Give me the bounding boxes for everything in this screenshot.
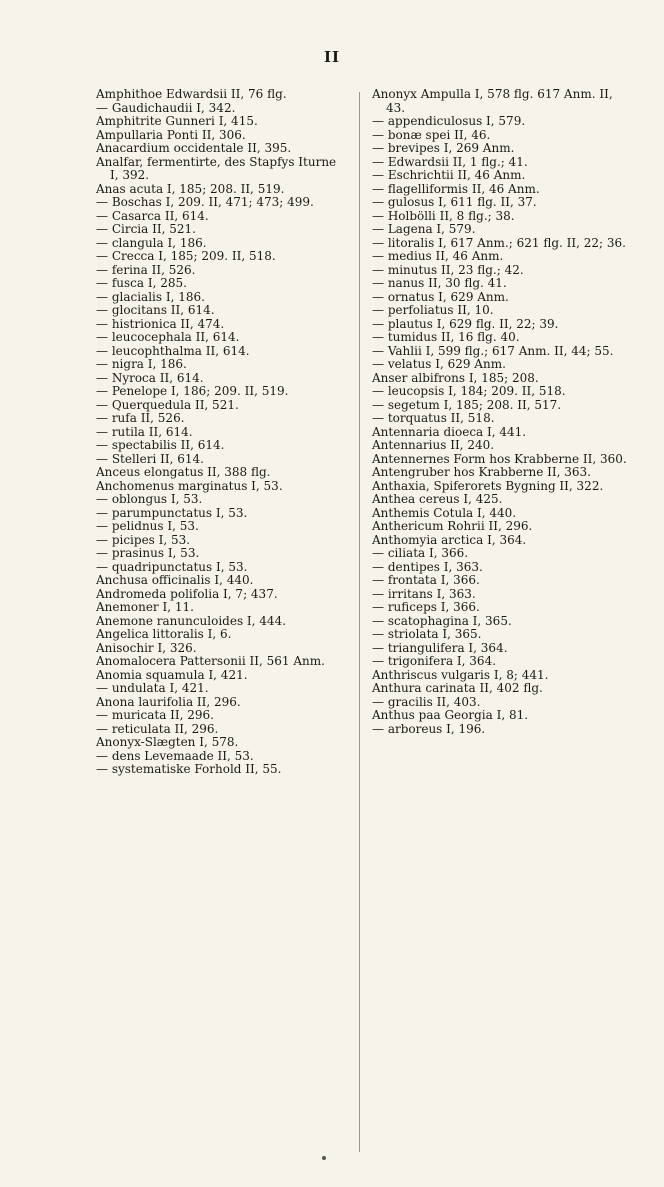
index-entry: — gracilis II, 403. [372, 694, 481, 709]
index-entry: — Penelope I, 186; 209. II, 519. [96, 384, 289, 398]
index-entry: Anthomyia arctica I, 364. [372, 532, 527, 547]
index-entry: Anas acuta I, 185; 208. II, 519. [96, 181, 285, 196]
index-entry: — Boschas I, 209. II, 471; 473; 499. [96, 195, 314, 209]
index-entry: — dens Levemaade II, 53. [96, 748, 254, 763]
index-entry: — fusca I, 285. [96, 276, 187, 290]
index-entry: Antennernes Form hos Krabberne II, 360. [372, 451, 627, 466]
index-entry: Anchusa officinalis I, 440. [96, 573, 254, 587]
index-entry: — ruficeps I, 366. [372, 600, 480, 614]
index-entry: — scatophagina I, 365. [372, 613, 512, 628]
index-entry: — Vahlii I, 599 flg.; 617 Anm. II, 44; 55. [372, 343, 614, 358]
index-entry: Anthemis Cotula I, 440. [372, 505, 517, 520]
column-divider [359, 92, 360, 1152]
index-entry: — Querquedula II, 521. [96, 397, 239, 412]
index-entry: — irritans I, 363. [372, 586, 476, 601]
index-entry: — Stelleri II, 614. [96, 451, 204, 466]
index-entry: Anthriscus vulgaris I, 8; 441. [372, 667, 549, 682]
index-entry: — muricata II, 296. [96, 708, 214, 722]
index-entry: — leucophthalma II, 614. [96, 343, 250, 358]
index-entry: — appendiculosus I, 579. [372, 114, 526, 128]
index-entry: — Eschrichtii II, 46 Anm. [372, 168, 526, 182]
index-entry: — ciliata I, 366. [372, 546, 469, 560]
index-entry: — segetum I, 185; 208. II, 517. [372, 397, 562, 412]
index-entry: Anthea cereus I, 425. [372, 492, 503, 506]
index-entry: — quadripunctatus I, 53. [96, 559, 248, 574]
index-entry: Antengruber hos Krabberne II, 363. [372, 465, 591, 479]
index-entry: Anthura carinata II, 402 flg. [372, 681, 543, 695]
index-entry: — reticulata II, 296. [96, 721, 219, 736]
index-entry: — litoralis I, 617 Anm.; 621 flg. II, 22; 36. [372, 235, 626, 250]
right-index-column [372, 88, 634, 736]
index-entry: Analfar, fermentirte, des Stapfys Iturne I, 392. [96, 154, 337, 182]
index-entry: — undulata I, 421. [96, 681, 209, 695]
index-entry: — ornatus I, 629 Anm. [372, 289, 509, 304]
index-entry: Amphitrite Gunneri I, 415. [96, 114, 258, 128]
index-entry: Anemoner I, 11. [96, 600, 194, 614]
index-entry: — nigra I, 186. [96, 357, 187, 371]
index-entry: — dentipes I, 363. [372, 559, 483, 574]
index-entry: — torquatus II, 518. [372, 411, 495, 425]
index-entry: Anonyx-Slægten I, 578. [96, 735, 239, 749]
left-index-column [96, 88, 348, 777]
index-entry: — Nyroca II, 614. [96, 370, 204, 385]
index-entry: — rutila II, 614. [96, 424, 193, 439]
index-entry: — Casarca II, 614. [96, 208, 209, 223]
index-entry: — leucocephala II, 614. [96, 330, 240, 344]
index-entry: — plautus I, 629 flg. II, 22; 39. [372, 316, 559, 331]
bottom-mark [322, 1156, 326, 1160]
index-entry: Anemone ranunculoides I, 444. [96, 613, 287, 628]
index-entry: Anceus elongatus II, 388 flg. [96, 465, 271, 479]
index-entry: — clangula I, 186. [96, 235, 207, 250]
index-entry: — systematiske Forhold II, 55. [96, 762, 282, 776]
index-entry: — minutus II, 23 flg.; 42. [372, 262, 524, 277]
index-entry: — histrionica II, 474. [96, 316, 225, 331]
index-entry: — Gaudichaudii I, 342. [96, 100, 236, 115]
index-entry: — striolata I, 365. [372, 627, 482, 641]
index-entry: — ferina II, 526. [96, 262, 196, 277]
index-entry: — tumidus II, 16 flg. 40. [372, 330, 520, 344]
index-entry: — Circia II, 521. [96, 222, 196, 236]
index-entry: Anthus paa Georgia I, 81. [372, 708, 529, 722]
index-entry: — frontata I, 366. [372, 573, 480, 587]
index-entry: — brevipes I, 269 Anm. [372, 141, 515, 155]
index-entry: Antennaria dioeca I, 441. [372, 424, 527, 439]
index-entry: Andromeda polifolia I, 7; 437. [96, 586, 278, 601]
index-entry: — oblongus I, 53. [96, 492, 203, 506]
index-entry: — rufa II, 526. [96, 411, 185, 425]
index-entry: Anonyx Ampulla I, 578 flg. 617 Anm. II, 43. [372, 87, 613, 115]
index-entry: Amphithoe Edwardsii II, 76 flg. [96, 87, 287, 101]
index-entry: — trigonifera I, 364. [372, 654, 497, 668]
index-entry: — glocitans II, 614. [96, 303, 215, 317]
index-entry: — arboreus I, 196. [372, 721, 486, 736]
index-entry: Anomia squamula I, 421. [96, 667, 248, 682]
index-entry: — bonæ spei II, 46. [372, 127, 491, 142]
index-entry: — velatus I, 629 Anm. [372, 357, 506, 371]
index-entry: Anisochir I, 326. [96, 640, 197, 655]
index-entry: Anomalocera Pattersonii II, 561 Anm. [96, 654, 325, 668]
index-entry: Anona laurifolia II, 296. [96, 694, 241, 709]
index-entry: — picipes I, 53. [96, 532, 191, 547]
index-entry: — prasinus I, 53. [96, 546, 200, 560]
index-entry: Antennarius II, 240. [372, 438, 495, 452]
index-entry: Anthaxia, Spiferorets Bygning II, 322. [372, 478, 604, 493]
index-entry: — spectabilis II, 614. [96, 438, 225, 452]
index-entry: — parumpunctatus I, 53. [96, 505, 248, 520]
index-entry: Anthericum Rohrii II, 296. [372, 519, 533, 533]
index-entry: — gulosus I, 611 flg. II, 37. [372, 195, 537, 209]
index-entry: — perfoliatus II, 10. [372, 303, 494, 317]
index-entry: Anser albifrons I, 185; 208. [372, 370, 539, 385]
index-entry: — leucopsis I, 184; 209. II, 518. [372, 384, 566, 398]
index-entry: — medius II, 46 Anm. [372, 249, 504, 263]
index-entry: — Crecca I, 185; 209. II, 518. [96, 249, 276, 263]
index-entry: Anacardium occidentale II, 395. [96, 141, 292, 155]
index-entry: — Lagena I, 579. [372, 222, 476, 236]
index-entry: Angelica littoralis I, 6. [96, 627, 232, 641]
page-number: II [323, 48, 341, 66]
index-entry: — glacialis I, 186. [96, 289, 205, 304]
index-entry: — triangulifera I, 364. [372, 640, 508, 655]
index-entry: — Holbölli II, 8 flg.; 38. [372, 208, 515, 223]
index-entry: — flagelliformis II, 46 Anm. [372, 181, 540, 196]
index-entry: — pelidnus I, 53. [96, 519, 199, 533]
index-entry: — nanus II, 30 flg. 41. [372, 276, 507, 290]
index-entry: Anchomenus marginatus I, 53. [96, 478, 283, 493]
index-entry: Ampullaria Ponti II, 306. [96, 127, 246, 142]
index-entry: — Edwardsii II, 1 flg.; 41. [372, 154, 528, 169]
